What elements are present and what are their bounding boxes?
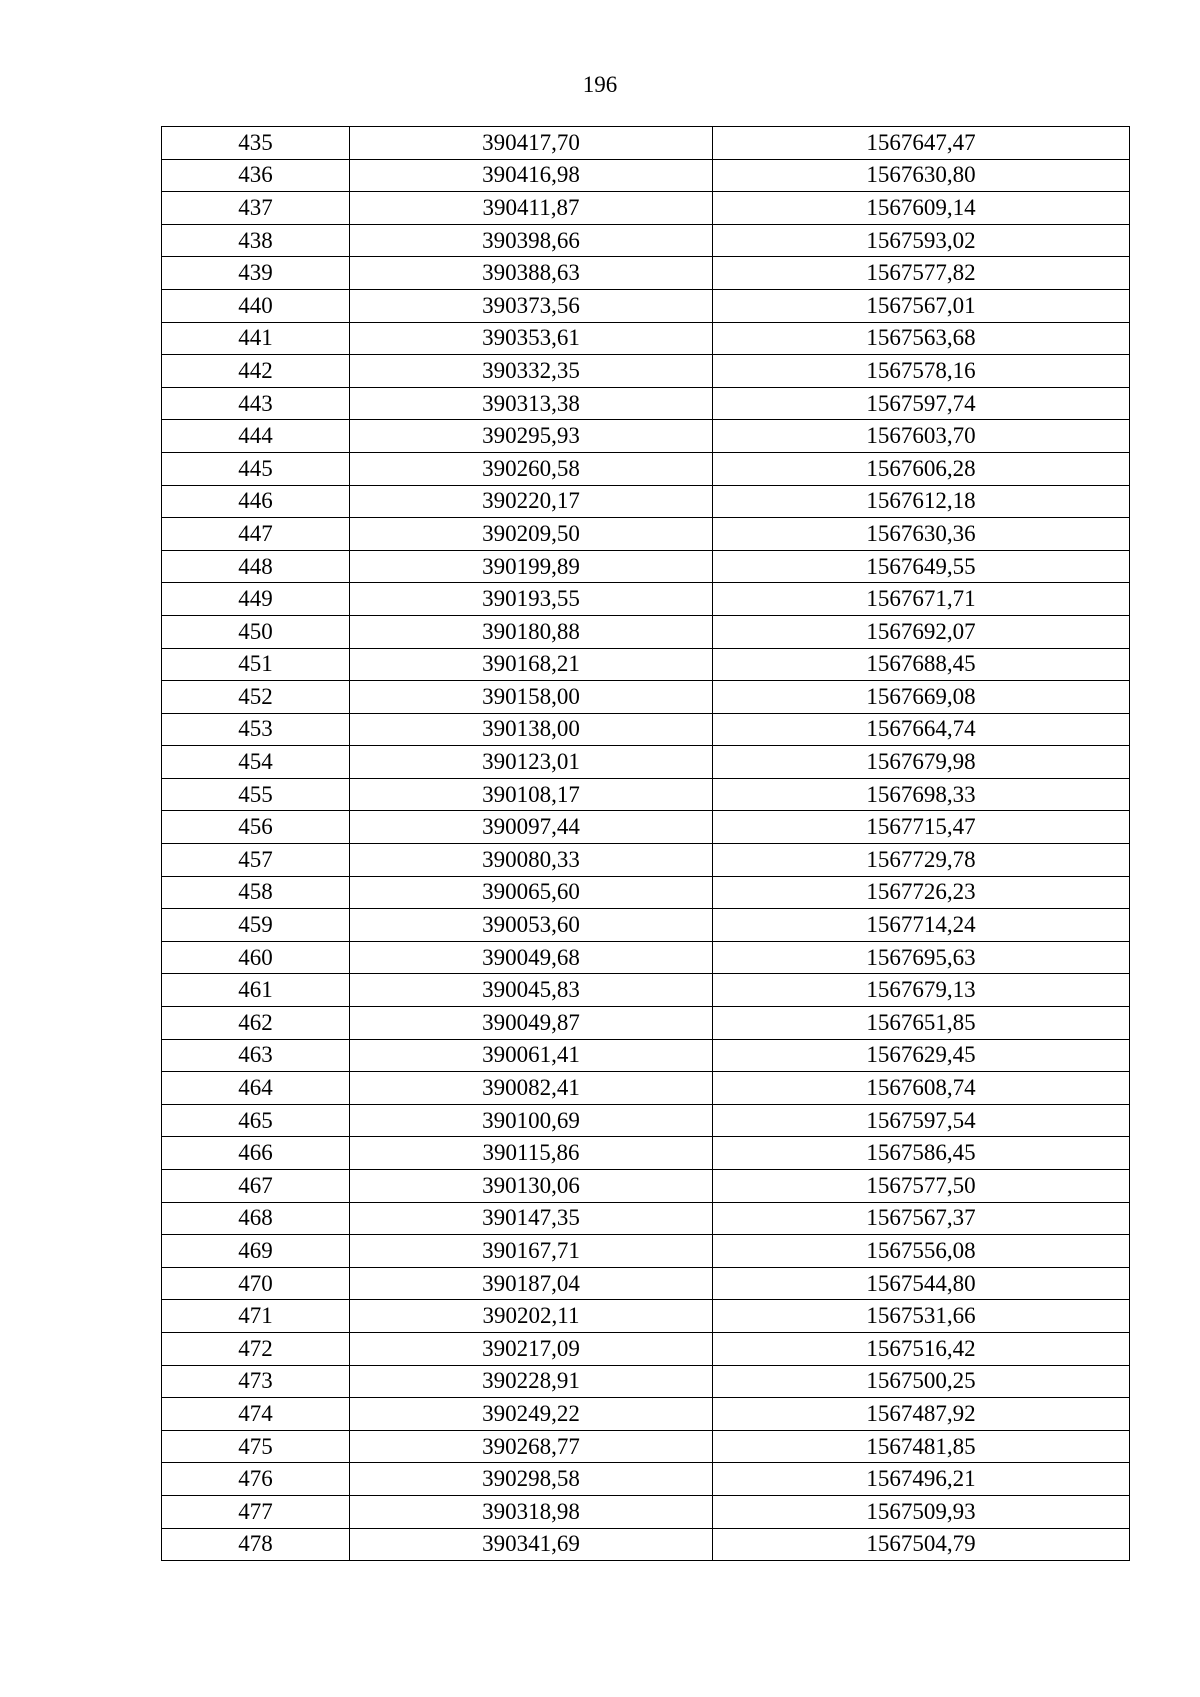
table-row [162,778,1130,811]
x-coordinate-cell: 390268,77 [350,1430,713,1463]
table-row [162,159,1130,192]
table-row [162,1202,1130,1235]
y-coordinate-cell: 1567500,25 [713,1365,1130,1398]
point-number-cell: 452 [162,681,350,714]
table-row [162,1039,1130,1072]
y-coordinate-cell: 1567669,08 [713,681,1130,714]
point-number-cell: 445 [162,452,350,485]
y-coordinate-cell: 1567647,47 [713,127,1130,160]
point-number-cell: 469 [162,1235,350,1268]
coordinates-table-body [162,127,1130,1561]
page-number: 196 [582,72,618,97]
x-coordinate-cell: 390295,93 [350,420,713,453]
point-number-cell: 464 [162,1072,350,1105]
y-coordinate-cell: 1567651,85 [713,1007,1130,1040]
table-row [162,1267,1130,1300]
table-row [162,127,1130,160]
y-coordinate-cell: 1567509,93 [713,1495,1130,1528]
point-number-cell: 455 [162,778,350,811]
y-coordinate-cell: 1567606,28 [713,452,1130,485]
table-row [162,1300,1130,1333]
x-coordinate-cell: 390180,88 [350,615,713,648]
x-coordinate-cell: 390202,11 [350,1300,713,1333]
y-coordinate-cell: 1567714,24 [713,909,1130,942]
y-coordinate-cell: 1567593,02 [713,224,1130,257]
point-number-cell: 447 [162,518,350,551]
point-number-cell: 435 [162,127,350,160]
y-coordinate-cell: 1567597,74 [713,387,1130,420]
x-coordinate-cell: 390199,89 [350,550,713,583]
point-number-cell: 450 [162,615,350,648]
x-coordinate-cell: 390187,04 [350,1267,713,1300]
point-number-cell: 462 [162,1007,350,1040]
x-coordinate-cell: 390100,69 [350,1104,713,1137]
table-row [162,811,1130,844]
table-row [162,648,1130,681]
y-coordinate-cell: 1567597,54 [713,1104,1130,1137]
y-coordinate-cell: 1567630,80 [713,159,1130,192]
y-coordinate-cell: 1567692,07 [713,615,1130,648]
table-row [162,387,1130,420]
x-coordinate-cell: 390260,58 [350,452,713,485]
table-row [162,1235,1130,1268]
table-row [162,1104,1130,1137]
y-coordinate-cell: 1567567,01 [713,289,1130,322]
point-number-cell: 438 [162,224,350,257]
table-row [162,583,1130,616]
x-coordinate-cell: 390167,71 [350,1235,713,1268]
table-row [162,1463,1130,1496]
x-coordinate-cell: 390045,83 [350,974,713,1007]
y-coordinate-cell: 1567688,45 [713,648,1130,681]
point-number-cell: 436 [162,159,350,192]
point-number-cell: 475 [162,1430,350,1463]
table-row [162,681,1130,714]
y-coordinate-cell: 1567481,85 [713,1430,1130,1463]
x-coordinate-cell: 390416,98 [350,159,713,192]
table-row [162,615,1130,648]
table-row [162,518,1130,551]
point-number-cell: 463 [162,1039,350,1072]
x-coordinate-cell: 390168,21 [350,648,713,681]
point-number-cell: 466 [162,1137,350,1170]
x-coordinate-cell: 390130,06 [350,1170,713,1203]
y-coordinate-cell: 1567577,82 [713,257,1130,290]
x-coordinate-cell: 390108,17 [350,778,713,811]
point-number-cell: 478 [162,1528,350,1561]
point-number-cell: 459 [162,909,350,942]
x-coordinate-cell: 390341,69 [350,1528,713,1561]
table-row [162,1007,1130,1040]
y-coordinate-cell: 1567496,21 [713,1463,1130,1496]
y-coordinate-cell: 1567603,70 [713,420,1130,453]
point-number-cell: 444 [162,420,350,453]
point-number-cell: 454 [162,746,350,779]
y-coordinate-cell: 1567664,74 [713,713,1130,746]
y-coordinate-cell: 1567609,14 [713,192,1130,225]
point-number-cell: 446 [162,485,350,518]
table-row [162,355,1130,388]
table-row [162,452,1130,485]
point-number-cell: 448 [162,550,350,583]
x-coordinate-cell: 390388,63 [350,257,713,290]
table-row [162,1528,1130,1561]
x-coordinate-cell: 390061,41 [350,1039,713,1072]
point-number-cell: 439 [162,257,350,290]
point-number-cell: 461 [162,974,350,1007]
y-coordinate-cell: 1567629,45 [713,1039,1130,1072]
point-number-cell: 453 [162,713,350,746]
x-coordinate-cell: 390209,50 [350,518,713,551]
x-coordinate-cell: 390147,35 [350,1202,713,1235]
y-coordinate-cell: 1567516,42 [713,1332,1130,1365]
x-coordinate-cell: 390082,41 [350,1072,713,1105]
table-row [162,192,1130,225]
x-coordinate-cell: 390217,09 [350,1332,713,1365]
y-coordinate-cell: 1567698,33 [713,778,1130,811]
x-coordinate-cell: 390318,98 [350,1495,713,1528]
x-coordinate-cell: 390417,70 [350,127,713,160]
table-row [162,322,1130,355]
y-coordinate-cell: 1567577,50 [713,1170,1130,1203]
y-coordinate-cell: 1567695,63 [713,941,1130,974]
y-coordinate-cell: 1567649,55 [713,550,1130,583]
x-coordinate-cell: 390411,87 [350,192,713,225]
x-coordinate-cell: 390373,56 [350,289,713,322]
y-coordinate-cell: 1567556,08 [713,1235,1130,1268]
y-coordinate-cell: 1567726,23 [713,876,1130,909]
x-coordinate-cell: 390097,44 [350,811,713,844]
table-row [162,909,1130,942]
x-coordinate-cell: 390123,01 [350,746,713,779]
table-row [162,1170,1130,1203]
table-row [162,257,1130,290]
y-coordinate-cell: 1567671,71 [713,583,1130,616]
table-row [162,1137,1130,1170]
table-row [162,844,1130,877]
y-coordinate-cell: 1567679,13 [713,974,1130,1007]
x-coordinate-cell: 390353,61 [350,322,713,355]
x-coordinate-cell: 390220,17 [350,485,713,518]
table-row [162,1430,1130,1463]
y-coordinate-cell: 1567729,78 [713,844,1130,877]
point-number-cell: 470 [162,1267,350,1300]
x-coordinate-cell: 390298,58 [350,1463,713,1496]
x-coordinate-cell: 390049,68 [350,941,713,974]
x-coordinate-cell: 390053,60 [350,909,713,942]
point-number-cell: 457 [162,844,350,877]
point-number-cell: 474 [162,1398,350,1431]
table-row [162,420,1130,453]
point-number-cell: 471 [162,1300,350,1333]
table-row [162,1398,1130,1431]
y-coordinate-cell: 1567608,74 [713,1072,1130,1105]
x-coordinate-cell: 390115,86 [350,1137,713,1170]
y-coordinate-cell: 1567487,92 [713,1398,1130,1431]
y-coordinate-cell: 1567715,47 [713,811,1130,844]
x-coordinate-cell: 390080,33 [350,844,713,877]
y-coordinate-cell: 1567586,45 [713,1137,1130,1170]
table-row [162,974,1130,1007]
point-number-cell: 440 [162,289,350,322]
x-coordinate-cell: 390065,60 [350,876,713,909]
table-row [162,224,1130,257]
y-coordinate-cell: 1567531,66 [713,1300,1130,1333]
point-number-cell: 441 [162,322,350,355]
point-number-cell: 449 [162,583,350,616]
point-number-cell: 468 [162,1202,350,1235]
y-coordinate-cell: 1567563,68 [713,322,1130,355]
y-coordinate-cell: 1567630,36 [713,518,1130,551]
table-row [162,289,1130,322]
table-row [162,876,1130,909]
table-row [162,550,1130,583]
x-coordinate-cell: 390138,00 [350,713,713,746]
y-coordinate-cell: 1567504,79 [713,1528,1130,1561]
table-row [162,941,1130,974]
x-coordinate-cell: 390228,91 [350,1365,713,1398]
table-row [162,485,1130,518]
point-number-cell: 456 [162,811,350,844]
y-coordinate-cell: 1567567,37 [713,1202,1130,1235]
x-coordinate-cell: 390249,22 [350,1398,713,1431]
x-coordinate-cell: 390398,66 [350,224,713,257]
point-number-cell: 465 [162,1104,350,1137]
x-coordinate-cell: 390332,35 [350,355,713,388]
y-coordinate-cell: 1567612,18 [713,485,1130,518]
x-coordinate-cell: 390049,87 [350,1007,713,1040]
point-number-cell: 437 [162,192,350,225]
point-number-cell: 458 [162,876,350,909]
table-row [162,1072,1130,1105]
point-number-cell: 451 [162,648,350,681]
point-number-cell: 477 [162,1495,350,1528]
table-row [162,746,1130,779]
y-coordinate-cell: 1567679,98 [713,746,1130,779]
table-row [162,1365,1130,1398]
point-number-cell: 476 [162,1463,350,1496]
y-coordinate-cell: 1567544,80 [713,1267,1130,1300]
table-row [162,1495,1130,1528]
point-number-cell: 467 [162,1170,350,1203]
point-number-cell: 443 [162,387,350,420]
table-row [162,713,1130,746]
table-row [162,1332,1130,1365]
coordinates-table [161,126,1130,1561]
x-coordinate-cell: 390158,00 [350,681,713,714]
point-number-cell: 473 [162,1365,350,1398]
x-coordinate-cell: 390313,38 [350,387,713,420]
point-number-cell: 460 [162,941,350,974]
x-coordinate-cell: 390193,55 [350,583,713,616]
point-number-cell: 472 [162,1332,350,1365]
y-coordinate-cell: 1567578,16 [713,355,1130,388]
point-number-cell: 442 [162,355,350,388]
